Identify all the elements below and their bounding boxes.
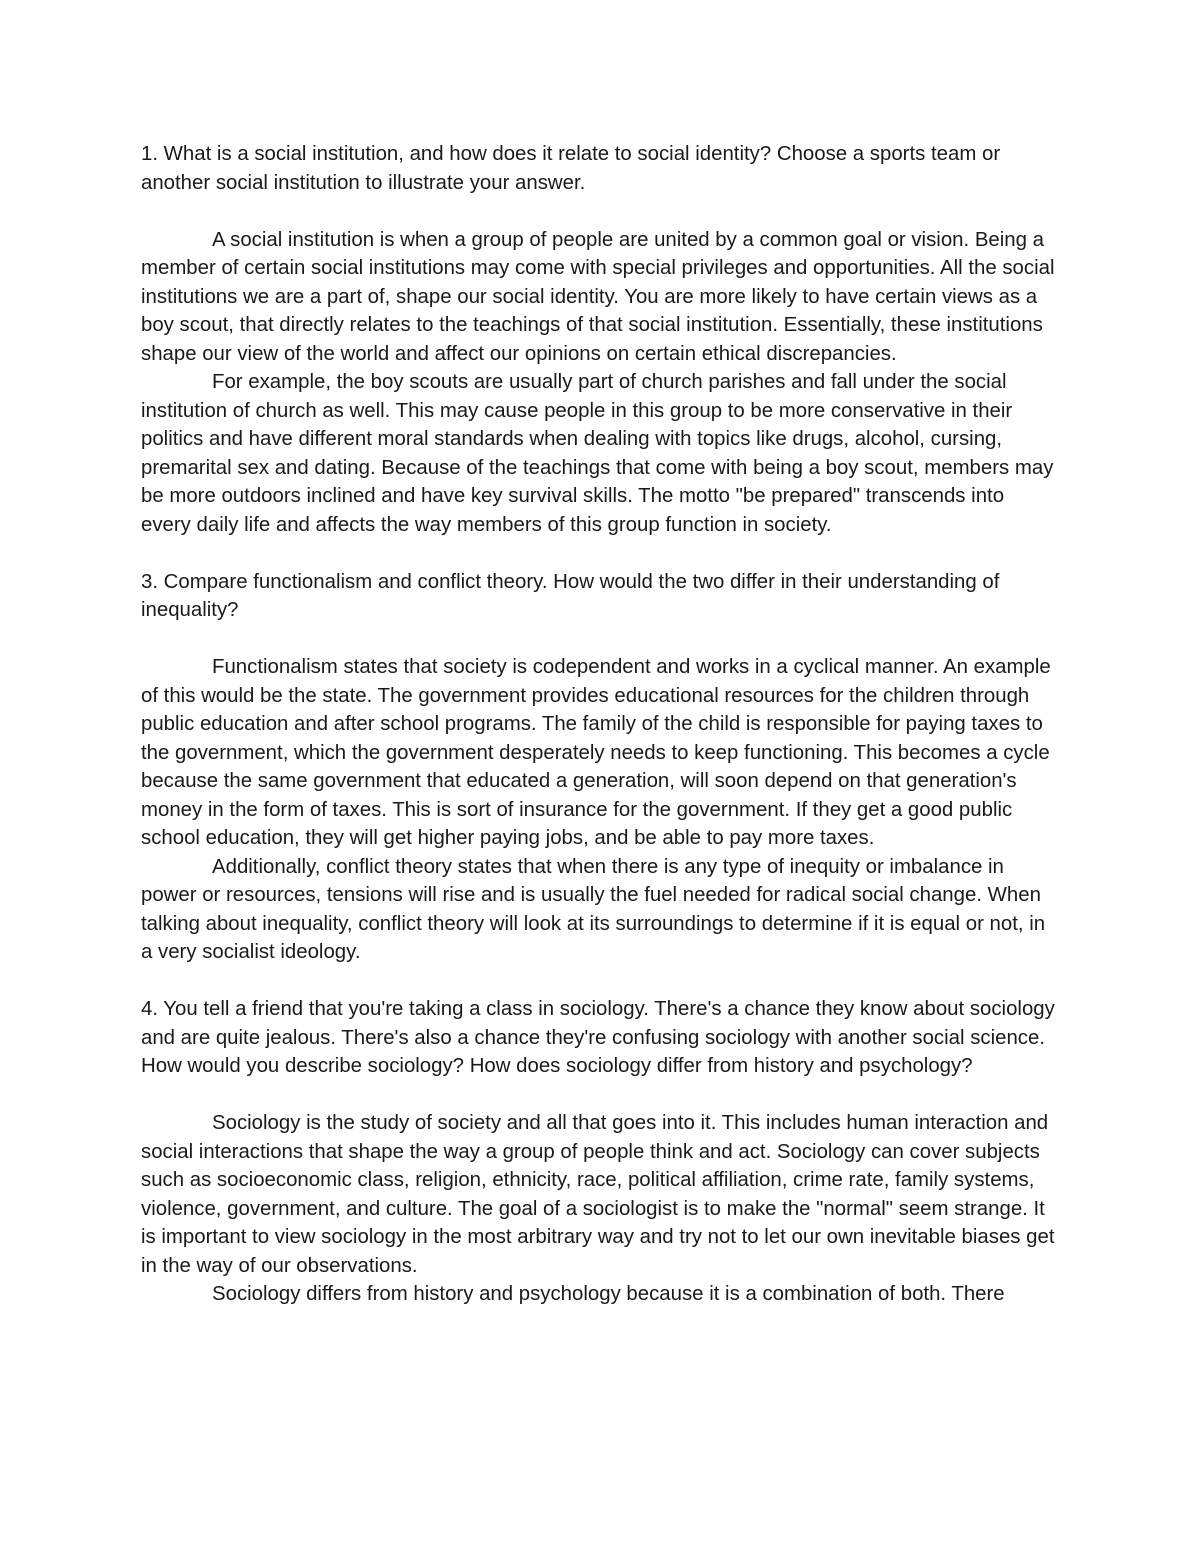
spacer	[141, 539, 1059, 568]
question-1: 1. What is a social institution, and how does it relate to social identity? Choose a sports team or another social institution to illustrate your answer.	[141, 143, 1001, 194]
spacer	[141, 967, 1059, 996]
spacer	[141, 625, 1059, 654]
answer-3-paragraph-1: Functionalism states that society is codependent and works in a cyclical manner. An example of this would be the state. The government provides educational resources for the children through public education and after school programs. The family of the child is responsible for paying taxes to the government, which the government desperately needs to keep functioning. This becomes a cycle because the same government that educated a generation, will soon depend on that generation's money in the form of taxes. This is sort of insurance for the government. If they get a good public school education, they will get higher paying jobs, and be able to pay more taxes.	[141, 656, 1051, 849]
document-page	[141, 140, 1059, 1309]
answer-4-paragraph-2: Sociology differs from history and psychology because it is a combination of both. There	[212, 1283, 1005, 1305]
question-3: 3. Compare functionalism and conflict theory. How would the two differ in their understanding of inequality?	[141, 570, 1000, 621]
answer-1-paragraph-1: A social institution is when a group of people are united by a common goal or vision. Being a member of certain social institutions may come with special privileges and opportunities. All the social institutions we are a part of, shape our social identity. You are more likely to have certain views as a boy scout, that directly relates to the teachings of that social institution. Essentially, these institutions shape our view of the world and affect our opinions on certain ethical discrepancies.	[141, 228, 1055, 365]
spacer	[141, 1081, 1059, 1110]
question-4: 4. You tell a friend that you're taking a class in sociology. There's a chance they know about sociology and are quite jealous. There's also a chance they're confusing sociology with another social science. How would you describe sociology? How does sociology differ from history and psychology?	[141, 998, 1055, 1077]
spacer	[141, 197, 1059, 226]
answer-3-paragraph-2: Additionally, conflict theory states that when there is any type of inequity or imbalance in power or resources, tensions will rise and is usually the fuel needed for radical social change. When talking about inequality, conflict theory will look at its surroundings to determine if it is equal or not, in a very socialist ideology.	[141, 855, 1046, 963]
answer-4-paragraph-1: Sociology is the study of society and all that goes into it. This includes human interaction and social interactions that shape the way a group of people think and act. Sociology can cover subjects such as socioeconomic class, religion, ethnicity, race, political affiliation, crime rate, family systems, violence, government, and culture. The goal of a sociologist is to make the "normal" seem strange. It is important to view sociology in the most arbitrary way and try not to let our own inevitable biases get in the way of our observations.	[141, 1112, 1055, 1277]
answer-1-paragraph-2: For example, the boy scouts are usually part of church parishes and fall under the social institution of church as well. This may cause people in this group to be more conservative in their politics and have different moral standards when dealing with topics like drugs, alcohol, cursing, premarital sex and dating. Because of the teachings that come with being a boy scout, members may be more outdoors inclined and have key survival skills. The motto "be prepared" transcends into every daily life and affects the way members of this group function in society.	[141, 371, 1054, 536]
